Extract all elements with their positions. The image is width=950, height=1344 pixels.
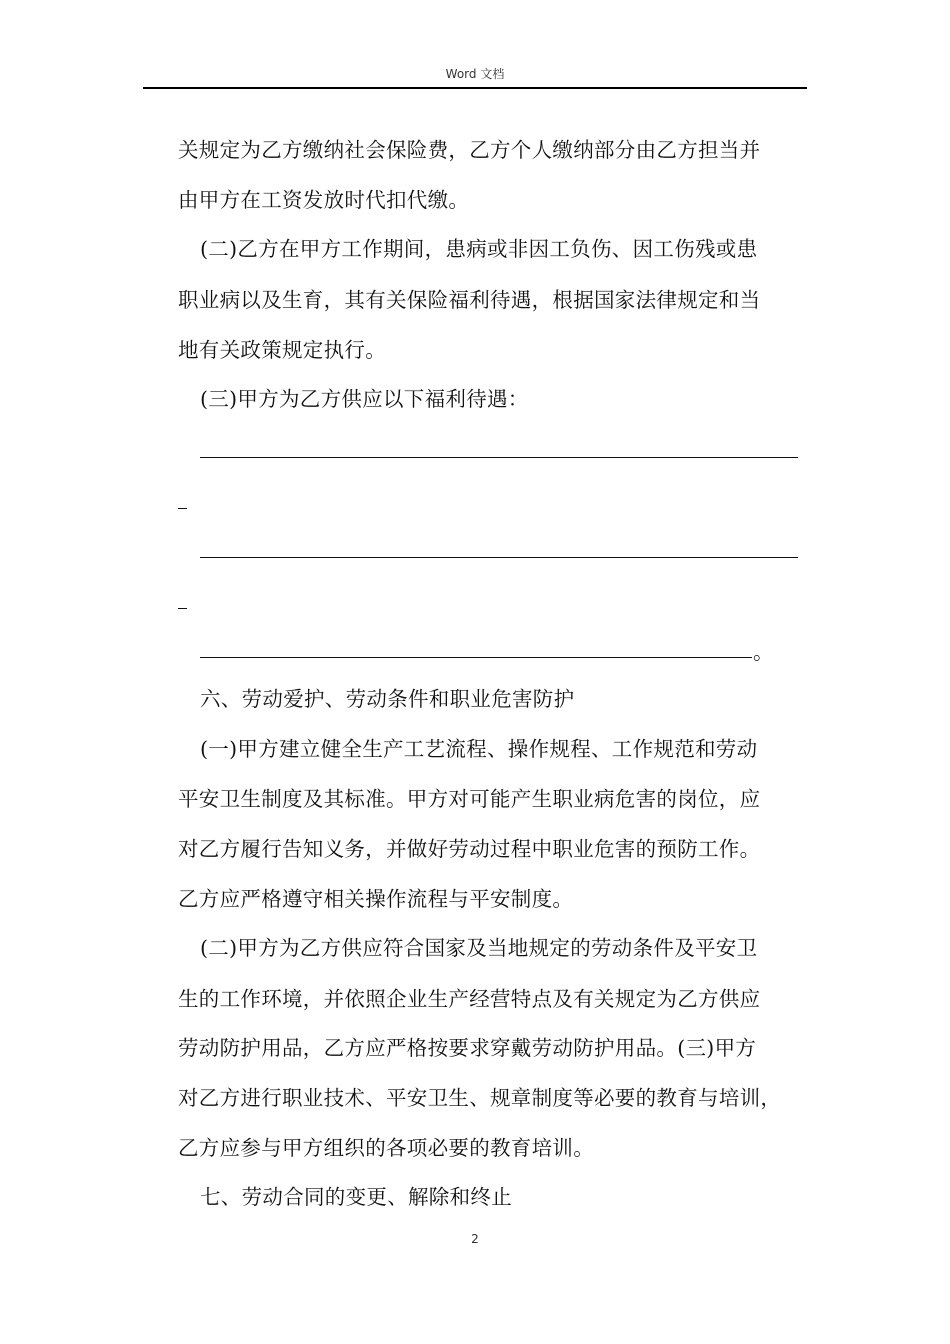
paragraph-line: 劳动防护用品，乙方应严格按要求穿戴劳动防护用品。(三)甲方 bbox=[178, 1036, 757, 1060]
paragraph-line: (二)乙方在甲方工作期间，患病或非因工负伤、因工伤残或患 bbox=[200, 237, 758, 261]
blank-underline bbox=[200, 657, 752, 658]
paragraph-line: (三)甲方为乙方供应以下福利待遇： bbox=[200, 387, 529, 411]
paragraph-line: 关规定为乙方缴纳社会保险费，乙方个人缴纳部分由乙方担当并 bbox=[178, 138, 761, 162]
paragraph-line: 由甲方在工资发放时代扣代缴。 bbox=[178, 188, 470, 212]
header-rule bbox=[143, 87, 807, 89]
paragraph-line: 生的工作环境，并依照企业生产经营特点及有关规定为乙方供应 bbox=[178, 987, 761, 1011]
blank-underline-wrap bbox=[178, 508, 187, 509]
paragraph-line: 职业病以及生育，其有关保险福利待遇，根据国家法律规定和当 bbox=[178, 288, 761, 312]
paragraph-line: 平安卫生制度及其标准。甲方对可能产生职业病危害的岗位，应 bbox=[178, 787, 761, 811]
paragraph-line: (二)甲方为乙方供应符合国家及当地规定的劳动条件及平安卫 bbox=[200, 936, 758, 960]
blank-underline-wrap bbox=[178, 608, 187, 609]
paragraph-line: 对乙方进行职业技术、平安卫生、规章制度等必要的教育与培训， bbox=[178, 1086, 782, 1110]
blank-underline bbox=[200, 457, 798, 458]
section-heading: 六、劳动爱护、劳动条件和职业危害防护 bbox=[200, 687, 575, 711]
page-header: Word 文档 bbox=[445, 67, 505, 81]
section-heading: 七、劳动合同的变更、解除和终止 bbox=[200, 1185, 512, 1209]
page-number: 2 bbox=[471, 1232, 479, 1246]
blank-underline bbox=[200, 557, 798, 558]
blank-end-period: 。 bbox=[753, 640, 774, 664]
paragraph-line: (一)甲方建立健全生产工艺流程、操作规程、工作规范和劳动 bbox=[200, 737, 758, 761]
paragraph-line: 乙方应参与甲方组织的各项必要的教育培训。 bbox=[178, 1136, 594, 1160]
paragraph-line: 地有关政策规定执行。 bbox=[178, 338, 386, 362]
paragraph-line: 乙方应严格遵守相关操作流程与平安制度。 bbox=[178, 887, 574, 911]
paragraph-line: 对乙方履行告知义务，并做好劳动过程中职业危害的预防工作。 bbox=[178, 837, 761, 861]
